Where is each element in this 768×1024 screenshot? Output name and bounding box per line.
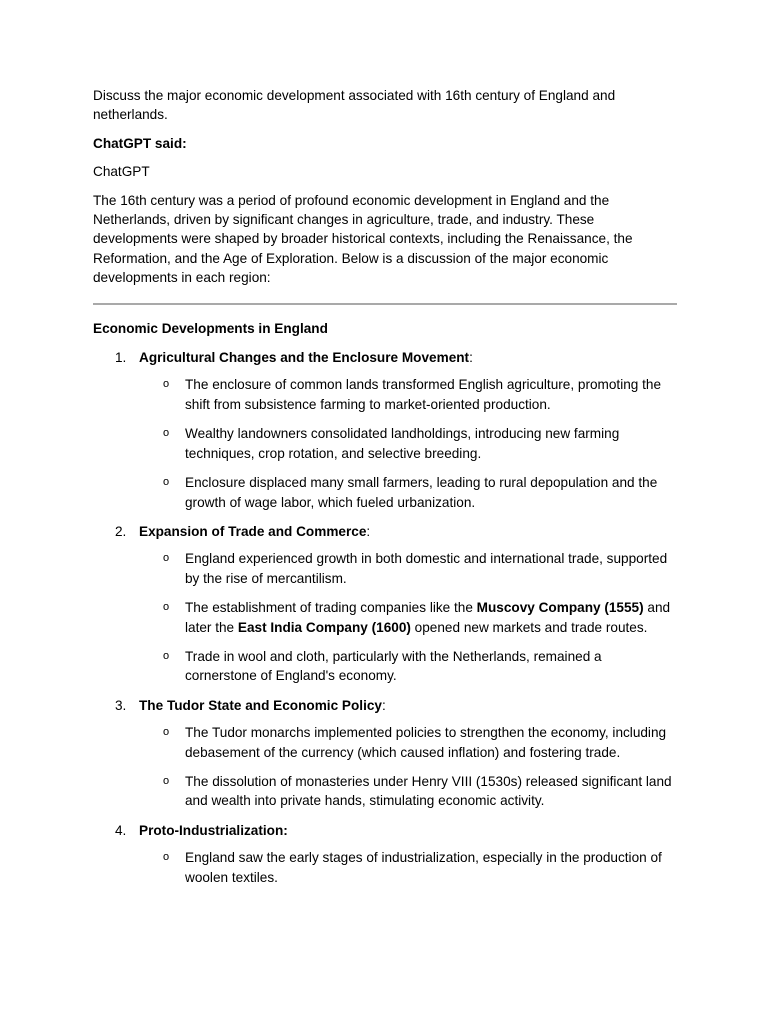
list-item-number: 1. bbox=[115, 350, 127, 366]
list-item-heading bbox=[139, 522, 677, 541]
numbered-list bbox=[93, 348, 677, 887]
bullet-circle-icon: o bbox=[163, 726, 170, 739]
user-question: Discuss the major economic development associated with 16th century of England and netherlands. bbox=[93, 88, 616, 123]
speaker-name: ChatGPT bbox=[93, 164, 150, 180]
list-item-title: The Tudor State and Economic Policy bbox=[139, 697, 382, 713]
bullet-text: The Tudor monarchs implemented policies to strengthen the economy, including debasement of the currency (which caused inflation) and fostering trade. bbox=[185, 725, 667, 760]
list-item-heading bbox=[139, 821, 677, 840]
list-item-title-suffix: : bbox=[381, 697, 386, 713]
bullet-circle-icon: o bbox=[163, 774, 170, 787]
speaker-label: ChatGPT said: bbox=[93, 135, 187, 151]
bullet-text: Wealthy landowners consolidated landholdings, introducing new farming techniques, crop rotation, and selective breeding. bbox=[185, 426, 620, 461]
bullet-list bbox=[139, 375, 677, 511]
bullet-item bbox=[139, 424, 677, 463]
list-item-title: Expansion of Trade and Commerce bbox=[139, 523, 367, 539]
bullet-item bbox=[139, 723, 677, 762]
bullet-circle-icon: o bbox=[163, 552, 170, 565]
bullet-text: opened new markets and trade routes. bbox=[410, 619, 648, 635]
bullet-list bbox=[139, 848, 677, 887]
bullet-circle-icon: o bbox=[163, 649, 170, 662]
bullet-list bbox=[139, 723, 677, 811]
list-item-number: 4. bbox=[115, 822, 127, 838]
list-item-title-suffix: : bbox=[469, 350, 473, 366]
bullet-text: England experienced growth in both domestic and international trade, supported by the rise of mercantilism. bbox=[185, 551, 668, 586]
list-item-title: Proto-Industrialization: bbox=[139, 822, 288, 838]
bullet-item bbox=[139, 375, 677, 414]
list-item-number: 3. bbox=[115, 697, 127, 713]
bullet-text: Enclosure displaced many small farmers, leading to rural depopulation and the growth of wage labor, which fueled urbanization. bbox=[185, 475, 658, 510]
bullet-item bbox=[139, 848, 677, 887]
bullet-item bbox=[139, 549, 677, 588]
bullet-text: England saw the early stages of industrialization, especially in the production of woolen textiles. bbox=[185, 850, 662, 885]
bullet-text-bold: Muscovy Company (1555) bbox=[476, 600, 644, 616]
list-item bbox=[93, 522, 677, 686]
section-heading: Economic Developments in England bbox=[93, 320, 328, 336]
bullet-item bbox=[139, 473, 677, 512]
intro-paragraph: The 16th century was a period of profound economic development in England and the Netherlands, driven by significant changes in agriculture, trade, and industry. These developments were shaped by broader historical contexts, including the Renaissance, the Reformation, and the Age of Exploration. Below is a discussion of the major economic developments in each region: bbox=[93, 192, 633, 286]
bullet-circle-icon: o bbox=[163, 427, 170, 440]
list-item-number: 2. bbox=[115, 523, 127, 539]
bullet-item bbox=[139, 772, 677, 811]
horizontal-divider bbox=[93, 303, 677, 305]
list-item bbox=[93, 348, 677, 512]
bullet-circle-icon: o bbox=[163, 851, 170, 864]
bullet-item bbox=[139, 647, 677, 686]
document-body bbox=[93, 86, 677, 897]
bullet-text: The dissolution of monasteries under Henry VIII (1530s) released significant land and wealth into private hands, stimulating economic activity. bbox=[185, 773, 672, 809]
bullet-text-bold: East India Company (1600) bbox=[237, 619, 411, 635]
list-item bbox=[93, 821, 677, 887]
list-item-title-suffix: : bbox=[366, 523, 371, 539]
list-item-title: Agricultural Changes and the Enclosure Movement bbox=[139, 350, 470, 366]
bullet-text: Trade in wool and cloth, particularly with the Netherlands, remained a cornerstone of England's economy. bbox=[185, 648, 602, 684]
bullet-item bbox=[139, 598, 677, 637]
bullet-circle-icon: o bbox=[163, 378, 170, 391]
list-item-heading bbox=[139, 696, 677, 715]
list-item-heading bbox=[139, 348, 677, 367]
bullet-circle-icon: o bbox=[163, 601, 170, 614]
bullet-list bbox=[139, 549, 677, 685]
bullet-text: The enclosure of common lands transformed English agriculture, promoting the shift from subsistence farming to market-oriented production. bbox=[185, 377, 662, 412]
bullet-text: The establishment of trading companies like the bbox=[185, 600, 477, 616]
bullet-text: and later the bbox=[185, 600, 671, 635]
bullet-circle-icon: o bbox=[163, 476, 170, 489]
list-item bbox=[93, 696, 677, 811]
